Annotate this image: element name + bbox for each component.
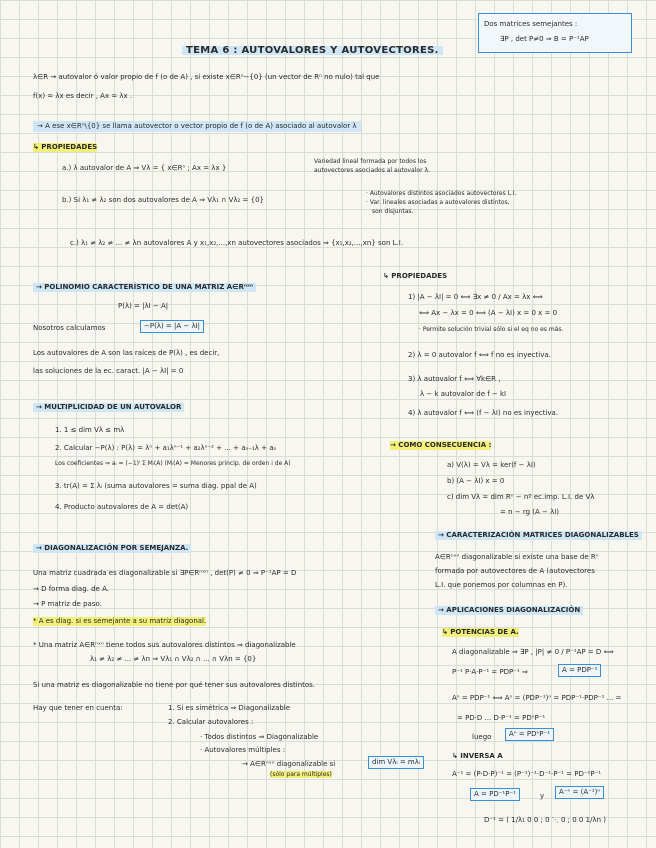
powers-line-4: = PD·D ... D·P⁻¹ = PDⁿP⁻¹ [457,714,546,722]
char-poly-def: P(λ) = |λI − A| [118,302,169,310]
similar-matrices-note [478,13,632,53]
prop2-2: 2) λ = 0 autovalor f ⟺ f no es inyectiva. [408,351,551,359]
powers-then: luego [472,733,492,741]
mult-item-1: 1. 1 ≤ dim Vλ ≤ mλ [55,426,125,434]
mult-item-4: 4. Producto autovalores de A = det(A) [55,503,189,511]
carac-line-2: formada por autovectores de A (autovectores [435,567,595,575]
prop-a-note-2: autovectores asociados al autovalor λ. [314,167,430,174]
calc-box: −P(λ) = |A − λI| [140,320,204,333]
prop-b: b.) Si λ₁ ≠ λ₂ son dos autovalores de A ⇒ Vλ₁ ∩ Vλ₂ = {0} [62,196,264,204]
conse-a: a) V(λ) = Vλ = ker(f − λI) [447,461,536,469]
diag-step-6: (sólo para múltiples) [270,771,332,778]
diag-step-1: 1. Si es simétrica ⇒ Diagonalizable [168,704,291,712]
diag-step-4: · Autovalores múltiples : [200,746,286,754]
page-title: TEMA 6 : AUTOVALORES Y AUTOVECTORES. [182,46,443,55]
mult-item-2: 2. Calcular −P(λ) : P(λ) = λⁿ + a₁λⁿ⁻¹ + a₂λⁿ⁻² + ... + aₙ₋₁λ + aₙ [55,444,277,452]
carac-heading: → CARACTERIZACIÓN MATRICES DIAGONALIZABLES [435,531,642,540]
diag-step-5: → A∈Rⁿˣⁿ diagonalizable si [242,760,336,768]
diag-line-5: * Una matriz A∈Rⁿˣⁿ tiene todos sus autovalores distintos ⇒ diagonalizable [33,641,296,649]
powers-heading: ↳ POTENCIAS DE A. [442,628,519,636]
note-line-1: Dos matrices semejantes : [484,20,578,28]
powers-line-3: Aⁿ = PDP⁻¹ ⟺ Aⁿ = (PDP⁻¹)ⁿ = PDP⁻¹·PDP⁻¹ ... = [452,694,622,702]
diag-line-6: λ₁ ≠ λ₂ ≠ ... ≠ λn ⇒ Vλ₁ ∩ Vλ₂ ∩ ... ∩ Vλn = {0} [90,655,257,663]
prop-a-note-1: Variedad lineal formada por todos los [314,158,427,165]
prop2-1a: 1) |A − λI| = 0 ⟺ ∃x ≠ 0 / Ax = λx ⟺ [408,293,543,301]
intro-line-2: f(x) = λx es decir , Ax = λx . [33,92,133,100]
roots-line-2: las soluciones de la ec. caract. |A − λI| = 0 [33,367,184,375]
diag-line-2: → D forma diag. de A. [33,585,109,593]
prop-b-note-1: · Autovalores distintos asociados autovectores L.I. [366,190,517,197]
inverse-heading: ↳ INVERSA A [452,752,503,760]
intro-line-1: λ∈R → autovalor ó valor propio de f (o de A) , si existe x∈Rⁿ−{0} (un vector de Rⁿ no nulo) tal que [33,73,380,81]
diag-line-4: * A es diag. si es semejante a su matriz diagonal. [33,617,207,625]
calc-label: Nosotros calculamos [33,324,106,332]
inverse-box-2: A⁻ⁿ = (A⁻¹)ⁿ [555,786,604,799]
autovector-definition: → A ese x∈Rⁿ\{0} se llama autovector o vector propio de f (o de A) asociado al autovalor λ [33,121,361,132]
note-line-2: ∃P , det P≠0 ⇒ B = P⁻¹AP [500,35,589,43]
prop-c: c.) λ₁ ≠ λ₂ ≠ ... ≠ λn autovalores A y x₁,x₂,...,xn autovectores asociados ⇒ {x₁,x₂,...,xn} son L.I. [70,239,404,247]
mult-item-3: 3. tr(A) = Σ λᵢ (suma autovalores = suma diag. ppal de A) [55,482,257,490]
properties-heading: ↳ PROPIEDADES [33,143,98,151]
mult-item-2b: Los coeficientes ⇒ aᵢ = (−1)ⁱ Σ Mᵢ(A) (Mᵢ(A) = Menores princip. de orden i de A) [55,460,291,467]
prop-b-note-3: son disjuntas. [372,208,414,215]
diag-step-2: 2. Calcular autovalores : [168,718,254,726]
prop-b-note-2: · Var. lineales asociadas a autovalores distintos, [366,199,510,206]
diag-line-3: → P matriz de paso. [33,600,102,608]
conse-c2: = n − rg (A − λI) [500,508,560,516]
powers-line-2: P⁻¹ P·A·P⁻¹ = PDP⁻¹ ⇒ [452,668,528,676]
conse-c: c) dim Vλ = dim Rⁿ − nº ec.imp. L.I. de Vλ [447,493,595,501]
carac-line-3: L.I. que ponemos por columnas en P). [435,581,568,589]
inverse-matrix: D⁻¹ = ( 1/λ₁ 0 0 ; 0 ⋱ 0 ; 0 0 1/λn ) [484,816,606,824]
diag-step-5-box: dim Vλᵢ = mλᵢ [368,756,424,769]
powers-box-2: Aⁿ = PDⁿP⁻¹ [505,728,554,741]
inverse-line-1: A⁻¹ = (P·D·P)⁻¹ = (P⁻¹)⁻¹·D⁻¹·P⁻¹ = PD⁻¹P⁻¹ [452,770,602,778]
multiplicity-heading: → MULTIPLICIDAD DE UN AUTOVALOR [33,403,184,412]
diag-step-3: · Todos distintos ⇒ Diagonalizable [200,733,319,741]
powers-line-1: A diagonalizable ⇒ ∃P , |P| ≠ 0 / P⁻¹AP = D ⟺ [452,648,614,656]
prop2-3a: 3) λ autovalor f ⟺ ∀k∈R , [408,375,501,383]
char-poly-heading: → POLINOMIO CARACTERÍSTICO DE UNA MATRIZ A∈Rⁿˣⁿ [33,283,256,292]
consequence-heading: → COMO CONSECUENCIA : [390,441,492,449]
prop2-1b: ⟺ Ax − λx = 0 ⟺ (A − λI) x = 0 x = 0 [419,309,558,317]
prop2-4: 4) λ autovalor f ⟺ (f − λI) no es inyectiva. [408,409,559,417]
diag-heading: → DIAGONALIZACIÓN POR SEMEJANZA. [33,544,191,553]
inverse-and: y [540,792,545,800]
diag-line-7: Si una matriz es diagonalizable no tiene por qué tener sus autovalores distintos. [33,681,316,689]
inverse-box-1: A = PD⁻¹P⁻¹ [470,788,520,801]
carac-line-1: A∈Rⁿˣⁿ diagonalizable si existe una base de Rⁿ [435,553,599,561]
diag-line-1: Una matriz cuadrada es diagonalizable si ∃P∈Rⁿˣⁿ , det(P) ≠ 0 ⇒ P⁻¹AP = D [33,569,297,577]
prop2-3b: λ − k autovalor de f − kI [420,390,507,398]
properties-2-heading: ↳ PROPIEDADES [383,272,448,280]
diag-line-8: Hay que tener en cuenta: [33,704,123,712]
prop-a: a.) λ autovalor de A ⇒ Vλ = { x∈Rⁿ ; Ax = λx } [62,164,227,172]
powers-box-1: A = PDP⁻¹ [558,664,601,677]
conse-b: b) (A − λI) x = 0 [447,477,505,485]
roots-line-1: Los autovalores de A son las raíces de P(λ) , es decir, [33,349,220,357]
prop2-1c: · Permite solución trivial sólo si el eq no es más. [419,326,564,333]
apps-heading: → APLICACIONES DIAGONALIZACIÓN [435,606,583,615]
